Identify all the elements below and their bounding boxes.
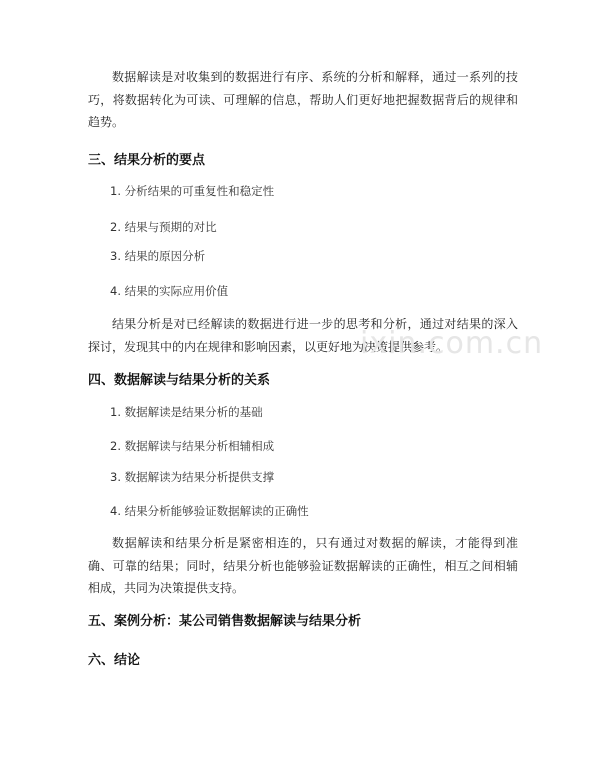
- section-3-item-1: 1. 分析结果的可重复性和稳定性: [110, 184, 275, 198]
- section-4-item-2: 2. 数据解读与结果分析相辅相成: [110, 439, 275, 453]
- section-3-item-3: 3. 结果的原因分析: [110, 249, 206, 263]
- section-4-item-3: 3. 数据解读为结果分析提供支撑: [110, 470, 275, 484]
- section-4-paragraph: 数据解读和结果分析是紧密相连的，只有通过对数据的解读，才能得到准确、可靠的结果；同时，结果分析也能够验证数据解读的正确性，相互之间相辅相成，共同为决策提供支持。: [88, 536, 518, 595]
- watermark: ixin.com.cn: [360, 326, 544, 361]
- intro-paragraph: 数据解读是对收集到的数据进行有序、系统的分析和解释，通过一系列的技巧，将数据转化为可读、可理解的信息，帮助人们更好地把握数据背后的规律和趋势。: [88, 70, 518, 129]
- section-4-item-4: 4. 结果分析能够验证数据解读的正确性: [110, 504, 309, 518]
- section-3-item-4: 4. 结果的实际应用价值: [110, 284, 229, 298]
- section-3-item-2: 2. 结果与预期的对比: [110, 220, 217, 234]
- section-6-heading: 六、结论: [88, 653, 141, 668]
- section-5-heading: 五、案例分析：某公司销售数据解读与结果分析: [88, 614, 362, 629]
- section-4-heading: 四、数据解读与结果分析的关系: [88, 373, 271, 388]
- section-4-item-1: 1. 数据解读是结果分析的基础: [110, 405, 263, 419]
- section-3-paragraph: 结果分析是对已经解读的数据进行进一步的思考和分析，通过对结果的深入探讨，发现其中的内在规律和影响因素，以更好地为决策提供参考。: [88, 317, 518, 354]
- section-3-heading: 三、结果分析的要点: [88, 153, 206, 168]
